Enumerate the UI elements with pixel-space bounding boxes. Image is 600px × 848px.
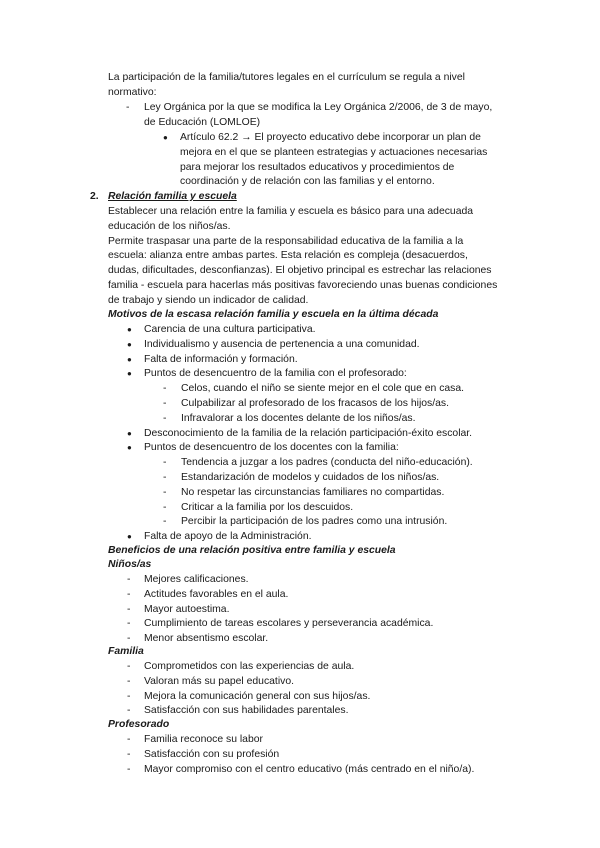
sub-item-text: Infravalorar a los docentes delante de los niños/as. bbox=[181, 412, 416, 424]
section-title: Relación familia y escuela bbox=[108, 191, 237, 202]
motivo-text: Falta de información y formación. bbox=[144, 353, 298, 365]
dash-marker: - bbox=[127, 763, 131, 775]
sub-item-text: Criticar a la familia por los descuidos. bbox=[181, 501, 354, 513]
benefit-text: Actitudes favorables en el aula. bbox=[144, 588, 289, 600]
sub-item-text: Percibir la participación de los padres como una intrusión. bbox=[181, 516, 448, 528]
dash-marker: - bbox=[163, 457, 167, 469]
dash-marker: - bbox=[127, 603, 131, 615]
dash-marker: - bbox=[163, 471, 167, 483]
benefit-text: Mayor autoestima. bbox=[144, 603, 230, 615]
sub-item-text: Culpabilizar al profesorado de los fracasos de los hijos/as. bbox=[181, 397, 449, 409]
paragraph-line: educación de los niños/as. bbox=[108, 220, 231, 232]
bullet-marker: ● bbox=[163, 133, 168, 142]
article-line: coordinación y de relación con las familias y el entorno. bbox=[180, 176, 435, 188]
dash-marker: - bbox=[127, 734, 131, 745]
paragraph-line: de trabajo y siendo un indicador de calidad. bbox=[108, 294, 309, 306]
dash-marker: - bbox=[127, 633, 131, 645]
dash-marker: - bbox=[127, 675, 131, 687]
paragraph-line: familia - escuela para hacerlas más positivas favoreciendo unas buenas condiciones bbox=[108, 279, 498, 291]
dash-marker: - bbox=[163, 383, 167, 395]
paragraph-line: Permite traspasar una parte de la responsabilidad educativa de la familia a la bbox=[108, 235, 464, 247]
dash-marker: - bbox=[163, 501, 167, 513]
profesorado-heading: Profesorado bbox=[108, 719, 170, 730]
dash-marker: - bbox=[163, 486, 167, 498]
sub-item-text: Celos, cuando el niño se siente mejor en el cole que en casa. bbox=[181, 383, 465, 395]
paragraph-line: Establecer una relación entre la familia y escuela es básico para una adecuada bbox=[108, 206, 474, 217]
benefit-text: Cumplimiento de tareas escolares y perseverancia académica. bbox=[144, 618, 434, 630]
sub-item-text: No respetar las circunstancias familiares no compartidas. bbox=[181, 486, 445, 498]
intro-line: La participación de la familia/tutores legales en el currículum se regula a nivel bbox=[108, 72, 465, 83]
relation-paragraph bbox=[108, 205, 497, 309]
ninos-heading: Niños/as bbox=[108, 559, 152, 570]
motivo-text: Puntos de desencuentro de los docentes con la familia: bbox=[144, 442, 399, 454]
benefit-text: Satisfacción con su profesión bbox=[144, 748, 280, 760]
section-number: 2. bbox=[90, 191, 99, 202]
bullet-marker: ● bbox=[127, 428, 132, 438]
dash-marker: - bbox=[126, 102, 130, 113]
familia-heading: Familia bbox=[108, 646, 144, 657]
benefit-text: Mejora la comunicación general con sus hijos/as. bbox=[144, 690, 371, 702]
paragraph-line: escuela: alianza entre ambas partes. Esta relación es compleja (desacuerdos, bbox=[108, 250, 468, 262]
motivos-heading: Motivos de la escasa relación familia y escuela en la última década bbox=[108, 309, 439, 320]
dash-marker: - bbox=[127, 588, 131, 600]
law-line: Ley Orgánica por la que se modifica la Ley Orgánica 2/2006, de 3 de mayo, bbox=[144, 102, 493, 113]
dash-marker: - bbox=[127, 705, 131, 717]
motivo-text: Individualismo y ausencia de pertenencia a una comunidad. bbox=[144, 338, 420, 350]
sub-item-text: Estandarización de modelos y cuidados de los niños/as. bbox=[181, 471, 440, 483]
motivo-text: Carencia de una cultura participativa. bbox=[144, 324, 316, 335]
dash-marker: - bbox=[127, 748, 131, 760]
benefit-text: Satisfacción con sus habilidades parentales. bbox=[144, 705, 349, 717]
law-line: de Educación (LOMLOE) bbox=[144, 116, 261, 128]
intro-paragraph bbox=[108, 71, 465, 101]
motivo-text: Desconocimiento de la familia de la relación participación-éxito escolar. bbox=[144, 427, 473, 439]
article-line: Artículo 62.2 → El proyecto educativo debe incorporar un plan de bbox=[180, 132, 481, 143]
dash-marker: - bbox=[127, 618, 131, 630]
dash-marker: - bbox=[127, 661, 131, 672]
benefit-text: Valoran más su papel educativo. bbox=[144, 675, 294, 687]
dash-marker: - bbox=[163, 412, 167, 424]
bullet-marker: ● bbox=[127, 532, 132, 542]
benefit-text: Menor absentismo escolar. bbox=[144, 633, 269, 645]
bullet-marker: ● bbox=[127, 354, 132, 364]
paragraph-line: dudas, dificultades, desconfianzas). El objetivo principal es estrechar las relaciones bbox=[108, 265, 492, 277]
bullet-marker: ● bbox=[127, 369, 132, 379]
dash-marker: - bbox=[127, 574, 131, 585]
benefit-text: Familia reconoce su labor bbox=[144, 734, 263, 745]
beneficios-heading: Beneficios de una relación positiva entre familia y escuela bbox=[108, 545, 396, 556]
bullet-marker: ● bbox=[127, 443, 132, 453]
sub-item-text: Tendencia a juzgar a los padres (conducta del niño-educación). bbox=[181, 457, 473, 469]
benefit-text: Mejores calificaciones. bbox=[144, 574, 249, 585]
bullet-marker: ● bbox=[127, 339, 132, 349]
article-line: mejora en el que se planteen estrategias y actuaciones necesarias bbox=[180, 146, 488, 158]
motivo-text: Puntos de desencuentro de la familia con el profesorado: bbox=[144, 368, 407, 380]
benefit-text: Mayor compromiso con el centro educativo (más centrado en el niño/a). bbox=[144, 763, 475, 775]
benefit-text: Comprometidos con las experiencias de aula. bbox=[144, 661, 355, 672]
dash-marker: - bbox=[163, 516, 167, 528]
dash-marker: - bbox=[127, 690, 131, 702]
intro-line: normativo: bbox=[108, 86, 157, 98]
bullet-marker: ● bbox=[127, 325, 132, 334]
dash-marker: - bbox=[163, 397, 167, 409]
motivo-text: Falta de apoyo de la Administración. bbox=[144, 531, 312, 543]
article-line: para mejorar los resultados educativos y procedimientos de bbox=[180, 161, 455, 173]
